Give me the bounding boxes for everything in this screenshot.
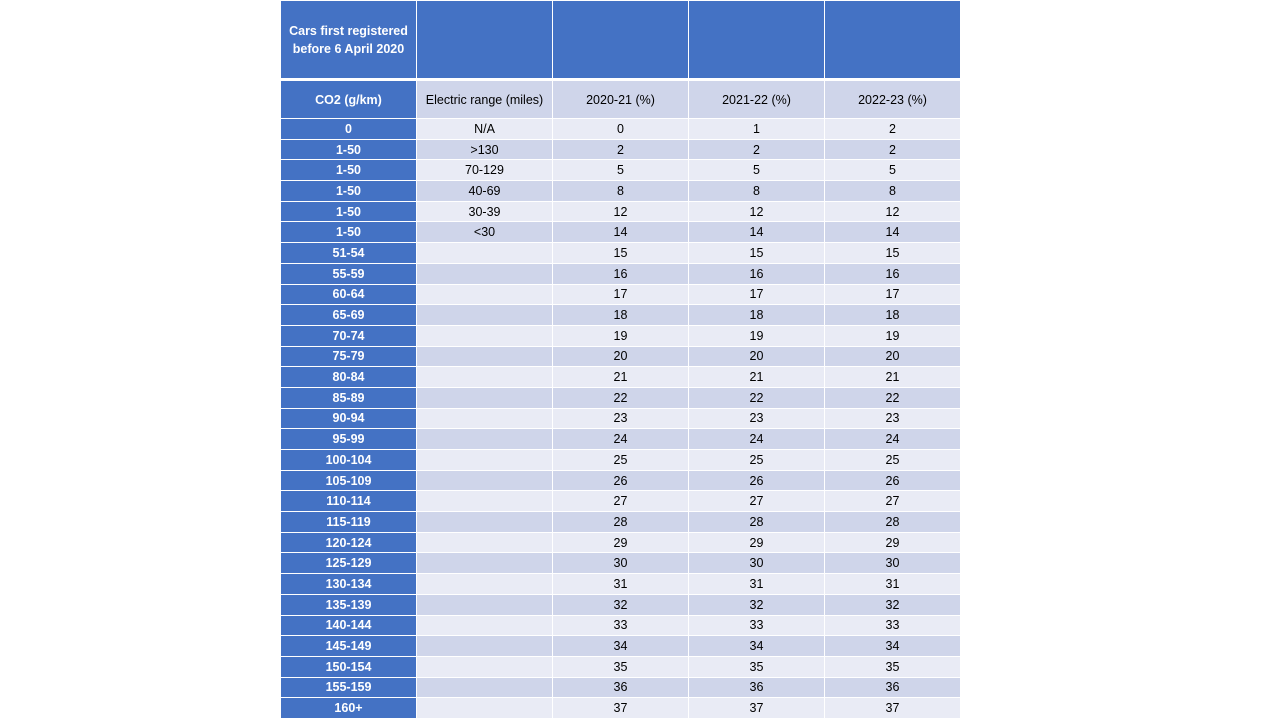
table-row: [281, 574, 961, 595]
table-row: [281, 181, 961, 202]
table-row: [281, 325, 961, 346]
cell-electric-range: >130: [417, 139, 553, 160]
table-row: [281, 387, 961, 408]
cell-electric-range: 70-129: [417, 160, 553, 181]
cell-2020-21: 21: [553, 367, 689, 388]
cell-electric-range: [417, 429, 553, 450]
cell-electric-range: N/A: [417, 119, 553, 140]
cell-electric-range: 30-39: [417, 201, 553, 222]
table-row: [281, 367, 961, 388]
table-row: [281, 512, 961, 533]
cell-2021-22: 14: [689, 222, 825, 243]
cell-electric-range: <30: [417, 222, 553, 243]
cell-2022-23: 37: [825, 698, 961, 719]
cell-co2: 150-154: [281, 656, 417, 677]
bik-rates-table: [280, 0, 960, 719]
cell-electric-range: [417, 263, 553, 284]
cell-2020-21: 0: [553, 119, 689, 140]
cell-2020-21: 25: [553, 450, 689, 471]
cell-2022-23: 32: [825, 594, 961, 615]
cell-electric-range: [417, 284, 553, 305]
cell-co2: 1-50: [281, 181, 417, 202]
cell-2021-22: 15: [689, 243, 825, 264]
cell-2022-23: 22: [825, 387, 961, 408]
cell-2020-21: 19: [553, 325, 689, 346]
cell-co2: 75-79: [281, 346, 417, 367]
table-row: [281, 160, 961, 181]
cell-2020-21: 36: [553, 677, 689, 698]
table-row: [281, 305, 961, 326]
cell-2020-21: 27: [553, 491, 689, 512]
cell-co2: 160+: [281, 698, 417, 719]
table-row: [281, 698, 961, 719]
cell-2022-23: 33: [825, 615, 961, 636]
table-title: Cars first registered before 6 April 2020: [281, 1, 417, 80]
title-blank-cell: [553, 1, 689, 80]
cell-co2: 70-74: [281, 325, 417, 346]
table-row: [281, 553, 961, 574]
cell-co2: 0: [281, 119, 417, 140]
cell-electric-range: [417, 243, 553, 264]
cell-2021-22: 26: [689, 470, 825, 491]
cell-2022-23: 2: [825, 139, 961, 160]
cell-2020-21: 8: [553, 181, 689, 202]
cell-2022-23: 16: [825, 263, 961, 284]
cell-2020-21: 33: [553, 615, 689, 636]
cell-2021-22: 22: [689, 387, 825, 408]
cell-2021-22: 35: [689, 656, 825, 677]
cell-2020-21: 35: [553, 656, 689, 677]
cell-2021-22: 33: [689, 615, 825, 636]
cell-co2: 140-144: [281, 615, 417, 636]
table-row: [281, 615, 961, 636]
table-row: [281, 532, 961, 553]
cell-electric-range: [417, 574, 553, 595]
header-2021-22: 2021-22 (%): [689, 80, 825, 119]
table-row: [281, 346, 961, 367]
table-row: [281, 470, 961, 491]
header-2022-23: 2022-23 (%): [825, 80, 961, 119]
cell-co2: 135-139: [281, 594, 417, 615]
cell-2021-22: 1: [689, 119, 825, 140]
rates-table: [280, 0, 961, 719]
cell-2020-21: 32: [553, 594, 689, 615]
cell-2022-23: 20: [825, 346, 961, 367]
cell-co2: 60-64: [281, 284, 417, 305]
table-row: [281, 201, 961, 222]
cell-electric-range: [417, 470, 553, 491]
cell-electric-range: [417, 512, 553, 533]
cell-2021-22: 20: [689, 346, 825, 367]
cell-electric-range: [417, 615, 553, 636]
table-row: [281, 677, 961, 698]
cell-2021-22: 18: [689, 305, 825, 326]
cell-2022-23: 31: [825, 574, 961, 595]
cell-2021-22: 19: [689, 325, 825, 346]
cell-2020-21: 20: [553, 346, 689, 367]
cell-2022-23: 14: [825, 222, 961, 243]
cell-2021-22: 23: [689, 408, 825, 429]
cell-electric-range: 40-69: [417, 181, 553, 202]
cell-electric-range: [417, 532, 553, 553]
cell-2022-23: 21: [825, 367, 961, 388]
cell-2020-21: 28: [553, 512, 689, 533]
cell-co2: 100-104: [281, 450, 417, 471]
cell-co2: 115-119: [281, 512, 417, 533]
cell-2021-22: 27: [689, 491, 825, 512]
cell-2022-23: 35: [825, 656, 961, 677]
cell-co2: 105-109: [281, 470, 417, 491]
table-row: [281, 243, 961, 264]
cell-2022-23: 15: [825, 243, 961, 264]
cell-2022-23: 34: [825, 636, 961, 657]
title-blank-cell: [417, 1, 553, 80]
cell-2020-21: 17: [553, 284, 689, 305]
cell-2021-22: 16: [689, 263, 825, 284]
cell-2020-21: 31: [553, 574, 689, 595]
cell-2022-23: 19: [825, 325, 961, 346]
cell-co2: 1-50: [281, 222, 417, 243]
cell-co2: 90-94: [281, 408, 417, 429]
cell-2021-22: 31: [689, 574, 825, 595]
cell-2021-22: 12: [689, 201, 825, 222]
cell-co2: 85-89: [281, 387, 417, 408]
cell-2022-23: 5: [825, 160, 961, 181]
cell-2021-22: 2: [689, 139, 825, 160]
cell-2020-21: 26: [553, 470, 689, 491]
cell-2020-21: 24: [553, 429, 689, 450]
cell-electric-range: [417, 594, 553, 615]
cell-2021-22: 36: [689, 677, 825, 698]
cell-2022-23: 17: [825, 284, 961, 305]
cell-2022-23: 25: [825, 450, 961, 471]
cell-2021-22: 32: [689, 594, 825, 615]
table-row: [281, 656, 961, 677]
cell-co2: 95-99: [281, 429, 417, 450]
table-row: [281, 119, 961, 140]
table-row: [281, 450, 961, 471]
cell-2021-22: 21: [689, 367, 825, 388]
cell-2022-23: 23: [825, 408, 961, 429]
cell-electric-range: [417, 450, 553, 471]
cell-2021-22: 34: [689, 636, 825, 657]
cell-co2: 1-50: [281, 201, 417, 222]
cell-electric-range: [417, 325, 553, 346]
table-row: [281, 594, 961, 615]
cell-co2: 130-134: [281, 574, 417, 595]
cell-2021-22: 37: [689, 698, 825, 719]
cell-2021-22: 8: [689, 181, 825, 202]
cell-co2: 1-50: [281, 160, 417, 181]
header-2020-21: 2020-21 (%): [553, 80, 689, 119]
cell-2022-23: 18: [825, 305, 961, 326]
table-row: [281, 284, 961, 305]
cell-2021-22: 28: [689, 512, 825, 533]
cell-co2: 120-124: [281, 532, 417, 553]
cell-electric-range: [417, 677, 553, 698]
cell-2020-21: 29: [553, 532, 689, 553]
cell-2021-22: 30: [689, 553, 825, 574]
cell-co2: 51-54: [281, 243, 417, 264]
cell-electric-range: [417, 305, 553, 326]
title-blank-cell: [689, 1, 825, 80]
cell-2020-21: 22: [553, 387, 689, 408]
cell-co2: 80-84: [281, 367, 417, 388]
cell-co2: 145-149: [281, 636, 417, 657]
table-row: [281, 636, 961, 657]
cell-electric-range: [417, 387, 553, 408]
cell-2020-21: 16: [553, 263, 689, 284]
table-row: [281, 429, 961, 450]
cell-2020-21: 18: [553, 305, 689, 326]
cell-2022-23: 30: [825, 553, 961, 574]
table-row: [281, 222, 961, 243]
cell-co2: 110-114: [281, 491, 417, 512]
cell-2021-22: 5: [689, 160, 825, 181]
cell-2022-23: 24: [825, 429, 961, 450]
cell-2022-23: 26: [825, 470, 961, 491]
cell-electric-range: [417, 346, 553, 367]
cell-2020-21: 5: [553, 160, 689, 181]
cell-co2: 55-59: [281, 263, 417, 284]
cell-co2: 125-129: [281, 553, 417, 574]
table-title-row: [281, 1, 961, 80]
cell-2022-23: 8: [825, 181, 961, 202]
cell-2022-23: 36: [825, 677, 961, 698]
cell-2022-23: 12: [825, 201, 961, 222]
cell-electric-range: [417, 367, 553, 388]
title-blank-cell: [825, 1, 961, 80]
cell-2021-22: 17: [689, 284, 825, 305]
column-header-row: [281, 80, 961, 119]
cell-2022-23: 29: [825, 532, 961, 553]
cell-electric-range: [417, 656, 553, 677]
cell-2020-21: 14: [553, 222, 689, 243]
cell-2021-22: 25: [689, 450, 825, 471]
cell-2021-22: 24: [689, 429, 825, 450]
cell-2021-22: 29: [689, 532, 825, 553]
cell-2022-23: 28: [825, 512, 961, 533]
cell-co2: 155-159: [281, 677, 417, 698]
cell-co2: 1-50: [281, 139, 417, 160]
cell-2020-21: 2: [553, 139, 689, 160]
cell-2020-21: 15: [553, 243, 689, 264]
cell-electric-range: [417, 636, 553, 657]
cell-electric-range: [417, 553, 553, 574]
cell-electric-range: [417, 408, 553, 429]
header-electric-range: Electric range (miles): [417, 80, 553, 119]
table-row: [281, 263, 961, 284]
cell-co2: 65-69: [281, 305, 417, 326]
table-row: [281, 408, 961, 429]
cell-electric-range: [417, 491, 553, 512]
header-co2: CO2 (g/km): [281, 80, 417, 119]
cell-2020-21: 34: [553, 636, 689, 657]
cell-2020-21: 12: [553, 201, 689, 222]
table-row: [281, 139, 961, 160]
cell-2022-23: 2: [825, 119, 961, 140]
cell-electric-range: [417, 698, 553, 719]
cell-2022-23: 27: [825, 491, 961, 512]
cell-2020-21: 37: [553, 698, 689, 719]
table-row: [281, 491, 961, 512]
cell-2020-21: 30: [553, 553, 689, 574]
cell-2020-21: 23: [553, 408, 689, 429]
